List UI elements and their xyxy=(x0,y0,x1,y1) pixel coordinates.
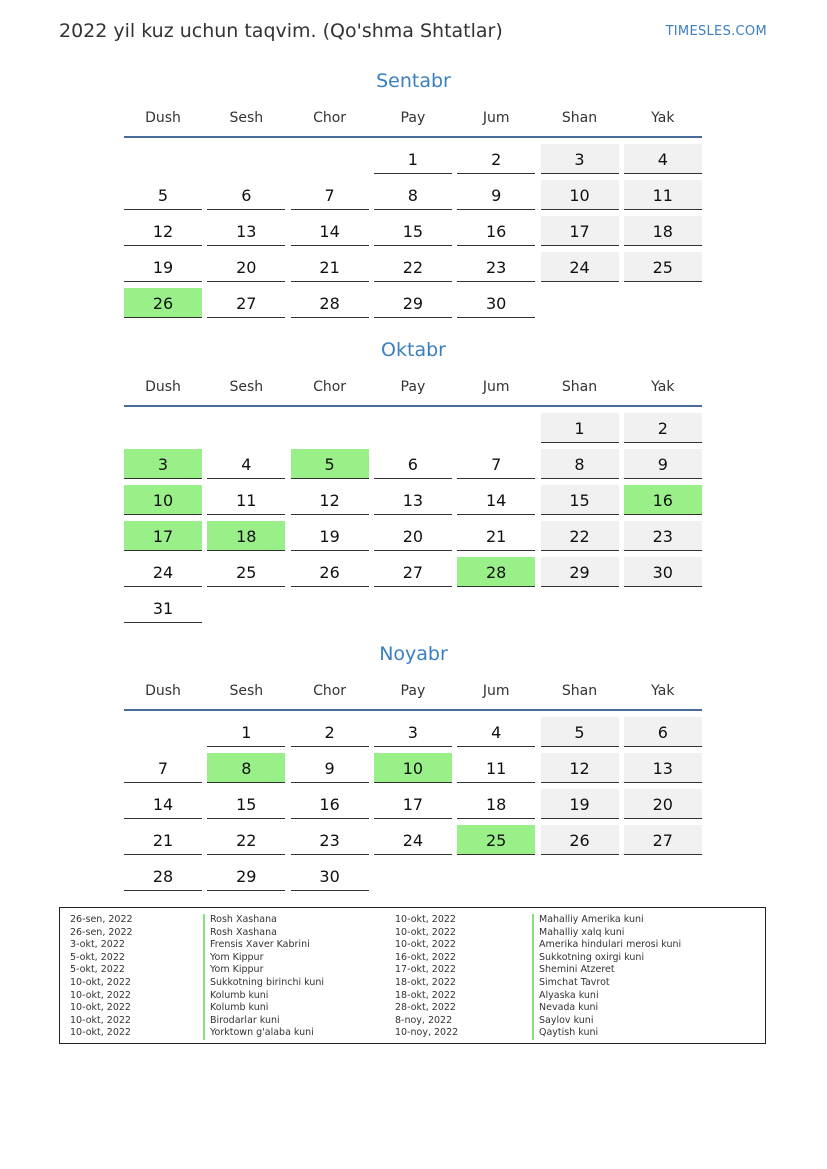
day-cell[interactable]: 16 xyxy=(624,485,702,515)
holiday-date: 10-okt, 2022 xyxy=(70,1027,131,1039)
day-cell[interactable]: 28 xyxy=(291,288,369,318)
holiday-name: Kolumb kuni xyxy=(203,1002,324,1015)
day-cell[interactable]: 22 xyxy=(374,252,452,282)
day-cell[interactable]: 11 xyxy=(457,753,535,783)
holiday-name: Shemini Atzeret xyxy=(532,964,681,977)
day-cell[interactable]: 24 xyxy=(374,825,452,855)
day-cell[interactable]: 12 xyxy=(541,753,619,783)
holiday-date: 10-noy, 2022 xyxy=(395,1027,459,1039)
holiday-name: Mahalliy Amerika kuni xyxy=(532,914,681,927)
weekday-label: Chor xyxy=(313,110,347,126)
day-cell[interactable]: 7 xyxy=(124,753,202,783)
day-cell[interactable]: 2 xyxy=(457,144,535,174)
day-cell[interactable]: 17 xyxy=(124,521,202,551)
day-cell[interactable]: 17 xyxy=(374,789,452,819)
day-cell[interactable]: 9 xyxy=(457,180,535,210)
day-cell[interactable]: 19 xyxy=(124,252,202,282)
holiday-name: Yom Kippur xyxy=(203,952,324,965)
holiday-date: 8-noy, 2022 xyxy=(395,1014,453,1026)
weekday-label: Jum xyxy=(482,110,510,126)
holiday-list xyxy=(59,907,766,1044)
day-cell[interactable]: 10 xyxy=(124,485,202,515)
day-cell[interactable]: 14 xyxy=(124,789,202,819)
weekday-header xyxy=(124,110,702,132)
holiday-dates-col-2 xyxy=(395,914,458,1040)
holiday-date: 10-okt, 2022 xyxy=(395,926,456,938)
day-cell[interactable]: 15 xyxy=(207,789,285,819)
day-cell[interactable]: 18 xyxy=(207,521,285,551)
day-cell[interactable]: 1 xyxy=(374,144,452,174)
day-cell[interactable]: 28 xyxy=(124,861,202,891)
holiday-date: 10-okt, 2022 xyxy=(70,1014,131,1026)
holiday-names-col-2 xyxy=(532,914,681,1040)
holiday-name: Saylov kuni xyxy=(532,1015,681,1028)
day-cell[interactable]: 22 xyxy=(207,825,285,855)
day-cell[interactable]: 13 xyxy=(374,485,452,515)
holiday-date: 3-okt, 2022 xyxy=(70,939,125,951)
holiday-name: Sukkotning oxirgi kuni xyxy=(532,952,681,965)
day-cell[interactable]: 20 xyxy=(624,789,702,819)
holiday-name: Kolumb kuni xyxy=(203,990,324,1003)
weekday-label: Shan xyxy=(561,683,598,699)
weekday-label: Yak xyxy=(651,110,675,126)
holiday-date: 10-okt, 2022 xyxy=(395,939,456,951)
day-cell[interactable]: 15 xyxy=(541,485,619,515)
day-cell[interactable]: 25 xyxy=(207,557,285,587)
weekday-label: Dush xyxy=(145,110,181,126)
holiday-name: Frensis Xaver Kabrini xyxy=(203,939,324,952)
day-cell[interactable]: 7 xyxy=(457,449,535,479)
day-cell[interactable]: 19 xyxy=(291,521,369,551)
day-cell[interactable]: 16 xyxy=(291,789,369,819)
weekday-label: Dush xyxy=(145,379,181,395)
day-cell[interactable]: 26 xyxy=(541,825,619,855)
day-cell[interactable]: 6 xyxy=(374,449,452,479)
day-cell[interactable]: 2 xyxy=(624,413,702,443)
day-cell[interactable]: 18 xyxy=(624,216,702,246)
day-cell[interactable]: 15 xyxy=(374,216,452,246)
day-cell[interactable]: 29 xyxy=(374,288,452,318)
day-cell[interactable]: 10 xyxy=(374,753,452,783)
day-cell[interactable]: 3 xyxy=(374,717,452,747)
day-cell[interactable]: 2 xyxy=(291,717,369,747)
day-cell[interactable]: 30 xyxy=(624,557,702,587)
holiday-name: Rosh Xashana xyxy=(203,914,324,927)
month-title: Oktabr xyxy=(381,339,446,361)
weekday-label: Sesh xyxy=(229,683,264,699)
day-cell[interactable]: 29 xyxy=(207,861,285,891)
day-cell[interactable]: 8 xyxy=(541,449,619,479)
page-title: 2022 yil kuz uchun taqvim. (Qo'shma Shtatlar) xyxy=(59,20,503,42)
day-cell[interactable]: 17 xyxy=(541,216,619,246)
weekday-label: Jum xyxy=(482,683,510,699)
day-cell[interactable]: 10 xyxy=(541,180,619,210)
day-cell[interactable]: 12 xyxy=(124,216,202,246)
day-cell[interactable]: 11 xyxy=(207,485,285,515)
holiday-date: 26-sen, 2022 xyxy=(70,926,133,938)
holiday-name: Amerika hindulari merosi kuni xyxy=(532,939,681,952)
day-cell[interactable]: 11 xyxy=(624,180,702,210)
day-cell[interactable]: 27 xyxy=(374,557,452,587)
weekday-label: Pay xyxy=(400,110,426,126)
day-cell[interactable]: 31 xyxy=(124,593,202,623)
weekday-label: Jum xyxy=(482,379,510,395)
weekday-header xyxy=(124,683,702,705)
day-cell[interactable]: 25 xyxy=(624,252,702,282)
day-cell[interactable]: 20 xyxy=(374,521,452,551)
brand-link[interactable]: TIMESLES.COM xyxy=(665,24,767,39)
day-cell[interactable]: 20 xyxy=(207,252,285,282)
day-cell[interactable]: 5 xyxy=(291,449,369,479)
day-cell[interactable]: 27 xyxy=(624,825,702,855)
holiday-date: 10-okt, 2022 xyxy=(70,976,131,988)
holiday-name: Rosh Xashana xyxy=(203,927,324,940)
day-cell[interactable]: 19 xyxy=(541,789,619,819)
weekday-label: Chor xyxy=(313,683,347,699)
month-title: Sentabr xyxy=(376,70,451,92)
day-cell[interactable]: 12 xyxy=(291,485,369,515)
day-cell[interactable]: 23 xyxy=(457,252,535,282)
day-cell[interactable]: 13 xyxy=(207,216,285,246)
day-cell[interactable]: 24 xyxy=(124,557,202,587)
day-cell[interactable]: 9 xyxy=(291,753,369,783)
holiday-date: 26-sen, 2022 xyxy=(70,914,133,925)
month-title: Noyabr xyxy=(379,643,448,665)
day-cell[interactable]: 25 xyxy=(457,825,535,855)
holiday-date: 16-okt, 2022 xyxy=(395,951,456,963)
day-cell[interactable]: 21 xyxy=(291,252,369,282)
weekday-label: Shan xyxy=(561,379,598,395)
day-cell[interactable]: 5 xyxy=(541,717,619,747)
weekday-label: Pay xyxy=(400,379,426,395)
day-cell[interactable]: 1 xyxy=(541,413,619,443)
holiday-name: Mahalliy xalq kuni xyxy=(532,927,681,940)
day-cell[interactable]: 4 xyxy=(624,144,702,174)
day-cell[interactable]: 22 xyxy=(541,521,619,551)
holiday-date: 18-okt, 2022 xyxy=(395,976,456,988)
holiday-date: 18-okt, 2022 xyxy=(395,989,456,1001)
day-cell[interactable]: 26 xyxy=(291,557,369,587)
day-cell[interactable]: 23 xyxy=(291,825,369,855)
day-cell[interactable]: 4 xyxy=(207,449,285,479)
day-cell[interactable]: 30 xyxy=(291,861,369,891)
day-cell[interactable]: 9 xyxy=(624,449,702,479)
weekday-label: Shan xyxy=(561,110,598,126)
day-cell[interactable]: 23 xyxy=(624,521,702,551)
day-cell[interactable]: 24 xyxy=(541,252,619,282)
day-cell[interactable]: 7 xyxy=(291,180,369,210)
holiday-date: 10-okt, 2022 xyxy=(70,1002,131,1014)
weekday-label: Pay xyxy=(400,683,426,699)
day-cell[interactable]: 3 xyxy=(541,144,619,174)
holiday-name: Yorktown g'alaba kuni xyxy=(203,1027,324,1040)
day-cell[interactable]: 6 xyxy=(207,180,285,210)
day-cell[interactable]: 26 xyxy=(124,288,202,318)
weekday-label: Yak xyxy=(651,683,675,699)
header-rule xyxy=(124,405,702,407)
holiday-name: Nevada kuni xyxy=(532,1002,681,1015)
day-cell[interactable]: 5 xyxy=(124,180,202,210)
day-cell[interactable]: 16 xyxy=(457,216,535,246)
day-cell[interactable]: 8 xyxy=(207,753,285,783)
holiday-name: Qaytish kuni xyxy=(532,1027,681,1040)
day-cell[interactable]: 18 xyxy=(457,789,535,819)
holiday-date: 5-okt, 2022 xyxy=(70,964,125,976)
header-rule xyxy=(124,709,702,711)
day-cell[interactable]: 28 xyxy=(457,557,535,587)
day-cell[interactable]: 21 xyxy=(457,521,535,551)
weekday-label: Yak xyxy=(651,379,675,395)
header-rule xyxy=(124,136,702,138)
day-cell[interactable]: 27 xyxy=(207,288,285,318)
holiday-names-col-1 xyxy=(203,914,324,1040)
day-cell[interactable]: 21 xyxy=(124,825,202,855)
holiday-name: Birodarlar kuni xyxy=(203,1015,324,1028)
holiday-name: Simchat Tavrot xyxy=(532,977,681,990)
holiday-name: Alyaska kuni xyxy=(532,990,681,1003)
weekday-header xyxy=(124,379,702,401)
weekday-label: Sesh xyxy=(229,110,264,126)
weekday-label: Chor xyxy=(313,379,347,395)
holiday-date: 10-okt, 2022 xyxy=(70,989,131,1001)
weekday-label: Dush xyxy=(145,683,181,699)
holiday-name: Sukkotning birinchi kuni xyxy=(203,977,324,990)
day-cell[interactable]: 6 xyxy=(624,717,702,747)
holiday-date: 10-okt, 2022 xyxy=(395,914,456,925)
day-cell[interactable]: 3 xyxy=(124,449,202,479)
day-cell[interactable]: 8 xyxy=(374,180,452,210)
day-cell[interactable]: 29 xyxy=(541,557,619,587)
holiday-name: Yom Kippur xyxy=(203,964,324,977)
holiday-date: 17-okt, 2022 xyxy=(395,964,456,976)
day-cell[interactable]: 1 xyxy=(207,717,285,747)
day-cell[interactable]: 30 xyxy=(457,288,535,318)
holiday-date: 28-okt, 2022 xyxy=(395,1002,456,1014)
holiday-dates-col-1 xyxy=(70,914,133,1040)
day-cell[interactable]: 14 xyxy=(291,216,369,246)
holiday-date: 5-okt, 2022 xyxy=(70,951,125,963)
day-cell[interactable]: 13 xyxy=(624,753,702,783)
day-cell[interactable]: 4 xyxy=(457,717,535,747)
day-cell[interactable]: 14 xyxy=(457,485,535,515)
weekday-label: Sesh xyxy=(229,379,264,395)
